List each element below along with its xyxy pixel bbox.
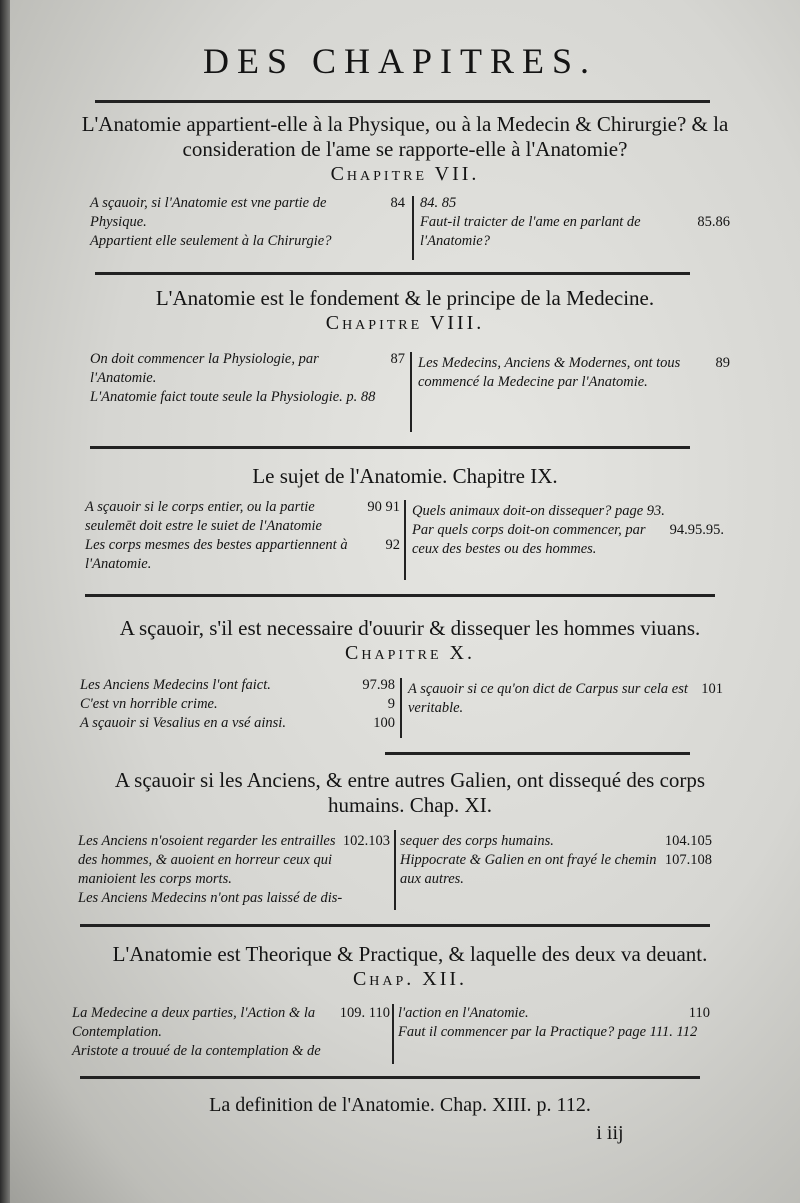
- list-item: Quels animaux doit-on dissequer? page 93.: [412, 503, 665, 519]
- list-item: sequer des corps humains. 104.105: [400, 833, 712, 849]
- page-edge-shadow: [0, 0, 10, 1203]
- column-divider: [404, 500, 406, 580]
- list-item: Les Medecins, Anciens & Modernes, ont tous commencé la Medecine par l'Anatomie. 89: [418, 355, 730, 390]
- left-column: [90, 194, 405, 251]
- left-column: [80, 676, 395, 733]
- chapter-heading: [60, 286, 750, 336]
- chapter-number: Chapitre X.: [345, 642, 475, 664]
- list-item: Aristote a trouué de la contemplation & de: [72, 1043, 321, 1059]
- right-column: [412, 502, 724, 559]
- list-item: A sçauoir si le corps entier, ou la partie seulemēt doit estre le suiet de l'Anatomie 90 91: [85, 499, 400, 534]
- list-item: L'Anatomie faict toute seule la Physiologie. p. 88: [90, 389, 376, 405]
- list-item: C'est vn horrible crime. 9: [80, 696, 395, 712]
- chapter-number: Chap. XII.: [352, 968, 468, 990]
- chapter-heading: [60, 464, 750, 489]
- chapter-heading: [50, 942, 770, 992]
- list-item: Appartient elle seulement à la Chirurgie?: [90, 233, 332, 249]
- right-column: [400, 832, 712, 889]
- left-column: [85, 498, 400, 574]
- chapter-heading: La definition de l'Anatomie. Chap. XIII. p. 112.: [209, 1094, 591, 1116]
- list-item: l'action en l'Anatomie. 110: [398, 1005, 710, 1021]
- left-column: [78, 832, 390, 908]
- list-item: Hippocrate & Galien en ont frayé le chemin aux autres. 107.108: [400, 852, 712, 887]
- chapter-number: Chapitre VII.: [330, 163, 480, 185]
- right-column: [418, 354, 730, 392]
- list-item: A sçauoir, si l'Anatomie est vne partie de Physique. 84: [90, 195, 405, 230]
- right-column: [420, 194, 730, 251]
- divider: [95, 100, 710, 103]
- chapter-number: Chapitre VIII.: [325, 312, 485, 334]
- list-item: Faut-il traicter de l'ame en parlant de l'Anatomie? 85.86: [420, 214, 730, 249]
- list-item: A sçauoir si ce qu'on dict de Carpus sur cela est veritable. 101: [408, 681, 723, 716]
- list-item: Les Anciens Medecins n'ont pas laissé de dis-: [78, 890, 343, 906]
- divider: [90, 446, 690, 449]
- list-item: Les Anciens n'osoient regarder les entrailles des hommes, & auoient en horreur ceux qui manioient les corps morts. 102.103: [78, 833, 390, 887]
- chapter-title: L'Anatomie est Theorique & Practique, & laquelle des deux va deuant.: [112, 942, 708, 966]
- divider: [385, 752, 690, 755]
- column-divider: [392, 1004, 394, 1064]
- page-title: DES CHAPITRES.: [202, 41, 598, 81]
- column-divider: [400, 678, 402, 738]
- signature-mark: i iij: [596, 1122, 624, 1144]
- list-item: 84. 85: [420, 195, 457, 211]
- right-column: [408, 680, 723, 718]
- left-column: [90, 350, 405, 407]
- divider: [80, 924, 710, 927]
- divider: [80, 1076, 700, 1079]
- list-item: Les corps mesmes des bestes appartiennent à l'Anatomie. 92: [85, 537, 400, 572]
- list-item: On doit commencer la Physiologie, par l'Anatomie. 87: [90, 351, 405, 386]
- list-item: Faut il commencer par la Practique? page 111. 112: [398, 1024, 698, 1040]
- chapter-heading: [60, 112, 750, 187]
- divider: [95, 272, 690, 275]
- right-column: [398, 1004, 710, 1042]
- left-column: [72, 1004, 390, 1061]
- chapter-heading: [50, 616, 770, 666]
- chapter-title: L'Anatomie appartient-elle à la Physique, ou à la Medecin & Chirurgie? & la consideration de l'ame se rapporte-elle à l'Anatomie?: [81, 112, 729, 161]
- chapter-title: A sçauoir si les Anciens, & entre autres Galien, ont dissequé des corps humains. Chap. XI.: [114, 768, 706, 817]
- list-item: Par quels corps doit-on commencer, par ceux des bestes ou des hommes. 94.95.95.: [412, 522, 724, 557]
- chapter-title: Le sujet de l'Anatomie. Chapitre IX.: [252, 464, 558, 488]
- divider: [85, 594, 715, 597]
- column-divider: [410, 352, 412, 432]
- list-item: La Medecine a deux parties, l'Action & la Contemplation. 109. 110: [72, 1005, 390, 1040]
- column-divider: [412, 196, 414, 260]
- chapter-heading: [80, 768, 740, 818]
- chapter-title: A sçauoir, s'il est necessaire d'ouurir & dissequer les hommes viuans.: [119, 616, 701, 640]
- list-item: Les Anciens Medecins l'ont faict. 97.98: [80, 677, 395, 693]
- chapter-title: L'Anatomie est le fondement & le principe de la Medecine.: [155, 286, 655, 310]
- list-item: A sçauoir si Vesalius en a vsé ainsi. 100: [80, 715, 395, 731]
- column-divider: [394, 830, 396, 910]
